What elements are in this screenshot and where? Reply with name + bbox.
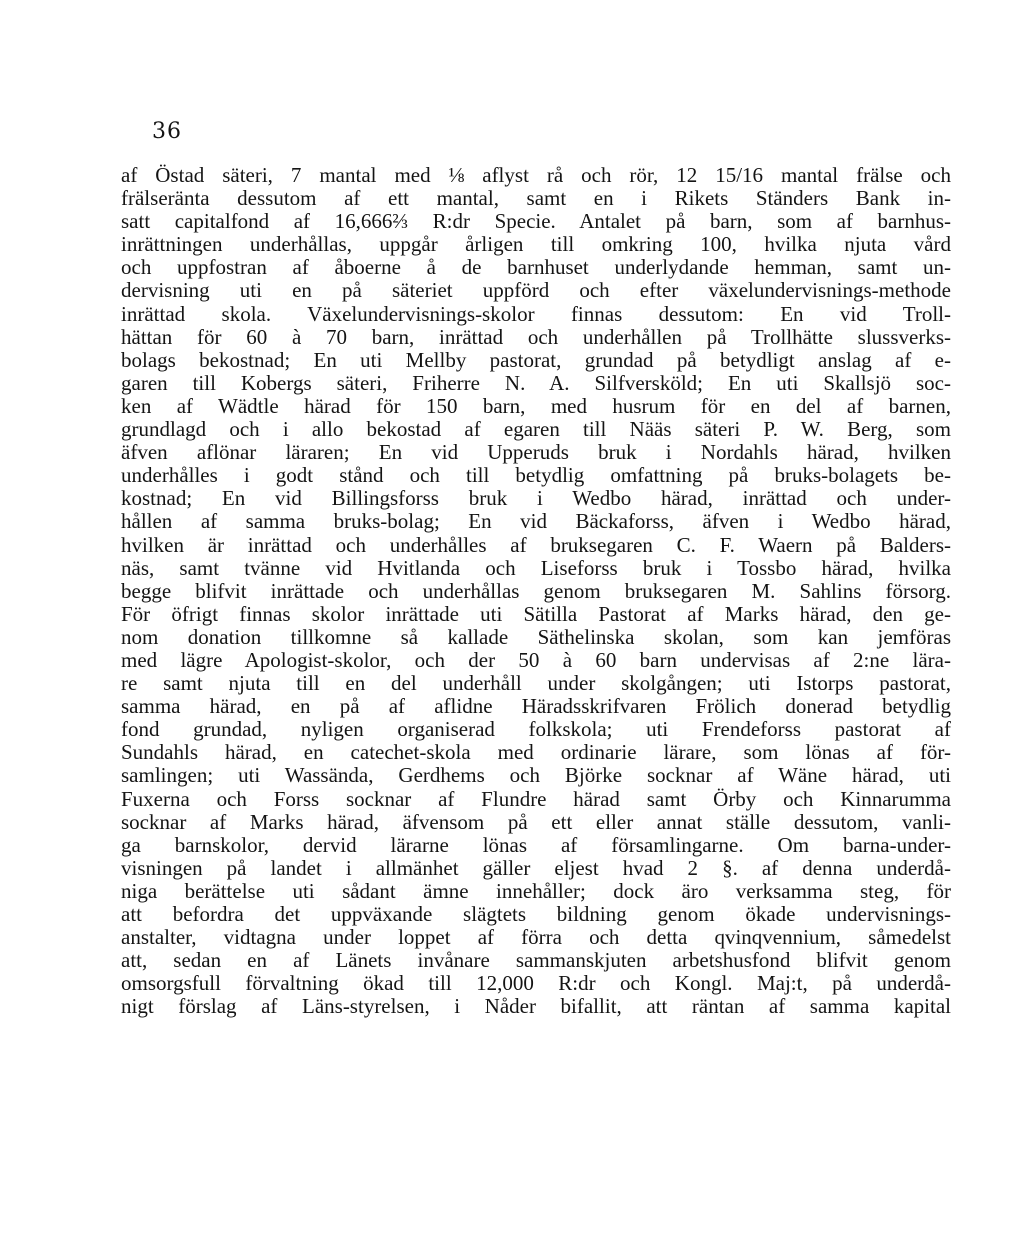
text-line: bolags bekostnad; En uti Mellby pastorat, grundad på betydligt anslag af e- (121, 347, 951, 372)
text-line: inrättningen underhållas, uppgår årligen till omkring 100, hvilka njuta vård (121, 232, 951, 257)
text-line: och uppfostran af åboerne å de barnhuset underlydande hemman, samt un- (121, 255, 951, 280)
text-line: hållen af samma bruks-bolag; En vid Bäckaforss, äfven i Wedbo härad, (121, 509, 951, 534)
text-line: grundlagd och i allo bekostad af egaren till Nääs säteri P. W. Berg, som (121, 417, 951, 442)
text-line: att, sedan en af Länets invånare sammanskjuten arbetshusfond blifvit genom (121, 948, 951, 973)
text-line: fond grundad, nyligen organiserad folkskola; uti Frendeforss pastorat af (121, 717, 951, 742)
text-line: samlingen; uti Wassända, Gerdhems och Björke socknar af Wäne härad, uti (121, 763, 951, 788)
text-line: För öfrigt finnas skolor inrättade uti Sätilla Pastorat af Marks härad, den ge- (121, 601, 951, 626)
text-line: ken af Wädtle härad för 150 barn, med husrum för en del af barnen, (121, 393, 951, 418)
text-line: frälseränta dessutom af ett mantal, samt en i Rikets Ständers Bank in- (121, 186, 951, 211)
text-line: nigt förslag af Läns-styrelsen, i Nåder bifallit, att räntan af samma kapital (121, 994, 951, 1019)
text-line: underhålles i godt stånd och till betydlig omfattning på bruks-bolagets be- (121, 463, 951, 488)
text-line: äfven aflönar läraren; En vid Upperuds bruk i Nordahls härad, hvilken (121, 440, 951, 465)
text-line: omsorgsfull förvaltning ökad till 12,000 R:dr och Kongl. Maj:t, på underdå- (121, 971, 951, 996)
text-line: samma härad, en på af aflidne Häradsskrifvaren Frölich donerad betydlig (121, 694, 951, 719)
text-line: Sundahls härad, en catechet-skola med ordinarie lärare, som lönas af för- (121, 740, 951, 765)
text-line: anstalter, vidtagna under loppet af förra och detta qvinqvennium, såmedelst (121, 925, 951, 950)
text-line: inrättad skola. Växelundervisnings-skolor finnas dessutom: En vid Troll- (121, 301, 951, 326)
text-line: att befordra det uppväxande slägtets bildning genom ökade undervisnings- (121, 902, 951, 926)
text-line: ga barnskolor, dervid lärarne lönas af församlingarne. Om barna-under- (121, 832, 951, 857)
text-line: af Östad säteri, 7 mantal med ⅛ aflyst rå och rör, 12 15/16 mantal frälse och (121, 163, 951, 187)
text-line: hättan för 60 à 70 barn, inrättad och underhållen på Trollhätte slussverks- (121, 324, 951, 349)
text-line: nom donation tillkomne så kallade Säthelinska skolan, som kan jemföras (121, 624, 951, 649)
text-line: hvilken är inrättad och underhålles af bruksegaren C. F. Waern på Balders- (121, 532, 951, 557)
text-line: garen till Kobergs säteri, Friherre N. A. Silfversköld; En uti Skallsjö soc- (121, 370, 951, 395)
text-line: satt capitalfond af 16,666⅔ R:dr Specie. Antalet på barn, som af barnhus- (121, 209, 951, 234)
text-line: dervisning uti en på säteriet uppförd och efter växelundervisnings-methode (121, 278, 951, 303)
text-line: niga berättelse uti sådant ämne innehåller; dock äro verksamma steg, för (121, 878, 951, 903)
text-line: begge blifvit inrättade och underhållas genom bruksegaren M. Sahlins försorg. (121, 578, 951, 603)
page-number: 36 (152, 119, 182, 144)
text-line: socknar af Marks härad, äfvensom på ett eller annat ställe dessutom, vanli- (121, 809, 951, 834)
text-line: kostnad; En vid Billingsforss bruk i Wedbo härad, inrättad och under- (121, 486, 951, 511)
body-text (121, 164, 951, 1018)
text-line: näs, samt tvänne vid Hvitlanda och Liseforss bruk i Tossbo härad, hvilka (121, 555, 951, 580)
text-line: visningen på landet i allmänhet gäller eljest hvad 2 §. af denna underdå- (121, 855, 951, 880)
text-line: med lägre Apologist-skolor, och der 50 à 60 barn undervisas af 2:ne lära- (121, 647, 951, 672)
text-line: re samt njuta till en del underhåll under skolgången; uti Istorps pastorat, (121, 671, 951, 696)
text-line: Fuxerna och Forss socknar af Flundre härad samt Örby och Kinnarumma (121, 786, 951, 811)
